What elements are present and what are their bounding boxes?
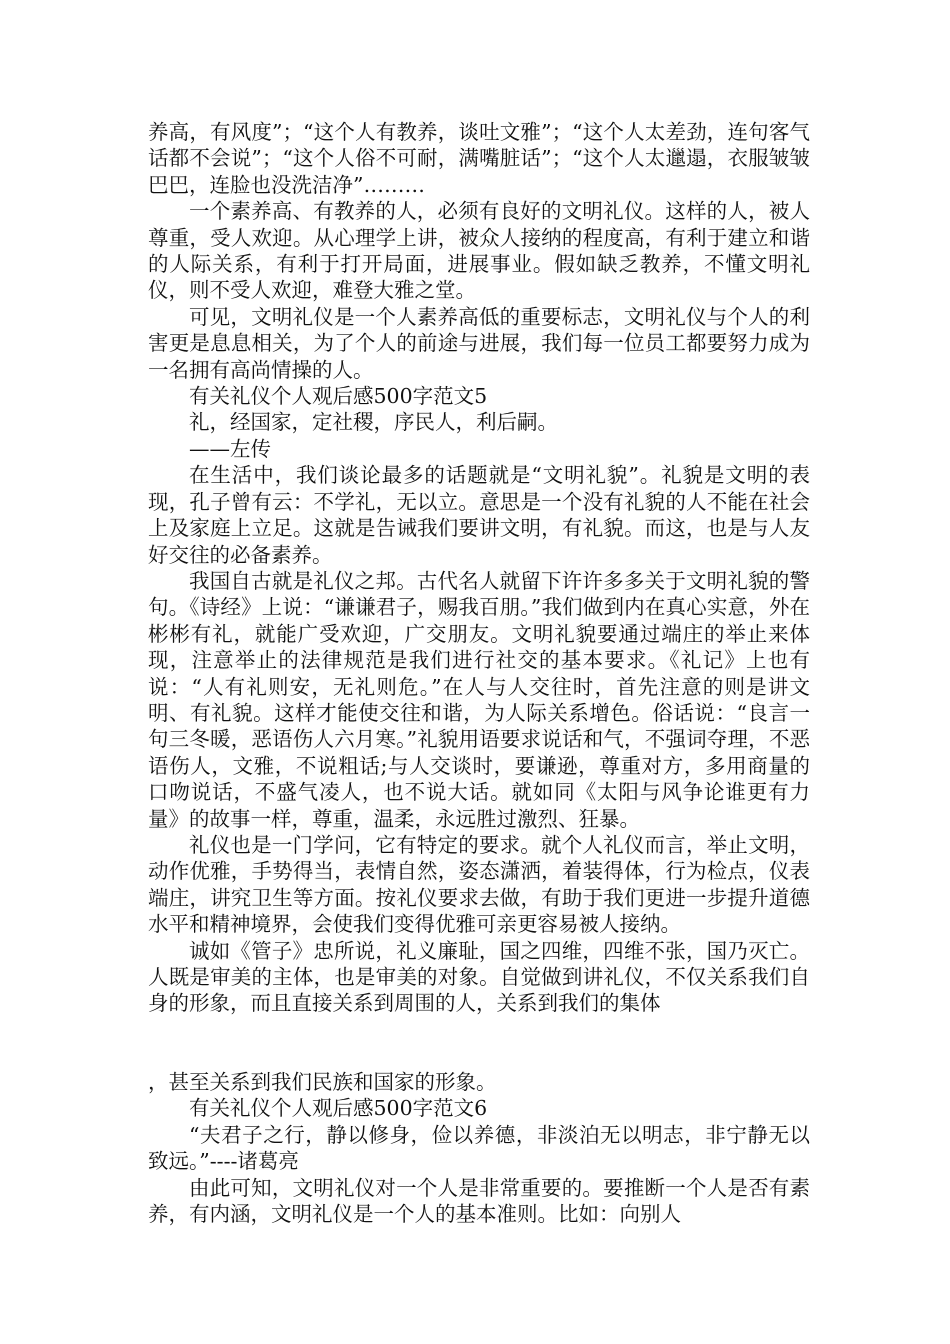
paragraph: 养高，有风度”；“这个人有教养，谈吐文雅”；“这个人太差劲，连句客气话都不会说”；“这个人俗不可耐，满嘴脏话”；“这个人太邋遢，衣服皱皱巴巴，连脸也没洗洁净”………	[148, 120, 810, 197]
paragraph: 诚如《管子》忠所说，礼义廉耻，国之四维，四维不张，国乃灭亡。人既是审美的主体，也是审美的对象。自觉做到讲礼仪，不仅关系我们自身的形象，而且直接关系到周围的人，关系到我们的集体	[148, 938, 810, 1016]
quote-attribution: ——左传	[189, 436, 271, 461]
quote: 礼，经国家，定社稷，序民人，利后嗣。	[189, 410, 558, 435]
paragraph: 在生活中，我们谈论最多的话题就是“文明礼貌”。礼貌是文明的表现，孔子曾有云：不学礼，无以立。意思是一个没有礼貌的人不能在社会上及家庭上立足。这就是告诫我们要讲文明，有礼貌。而这，也是与人友好交往的必备素养。	[148, 463, 810, 567]
quote: “夫君子之行，静以修身，俭以养德，非淡泊无以明志，非宁静无以致远。”----诸葛亮	[148, 1122, 810, 1174]
section-heading: 有关礼仪个人观后感500字范文5	[189, 384, 488, 409]
paragraph: 我国自古就是礼仪之邦。古代名人就留下许许多多关于文明礼貌的警句。《诗经》上说：“谦谦君子，赐我百朋。”我们做到内在真心实意，外在彬彬有礼，就能广受欢迎，广交朋友。文明礼貌要通过端庄的举止来体现，注意举止的法律规范是我们进行社交的基本要求。《礼记》上也有说：“人有礼则安，无礼则危。”在人与人交往时，首先注意的则是讲文明、有礼貌。这样才能使交往和谐，为人际关系增色。俗话说：“良言一句三冬暖，恶语伤人六月寒。”礼貌用语要求说话和气，不强词夺理，不恶语伤人，文雅，不说粗话;与人交谈时，要谦逊，尊重对方，多用商量的口吻说话，不盛气凌人，也不说大话。就如同《太阳与风争论谁更有力量》的故事一样，尊重，温柔，永远胜过激烈、狂暴。	[148, 568, 810, 831]
paragraph: 一个素养高、有教养的人，必须有良好的文明礼仪。这样的人，被人尊重，受人欢迎。从心理学上讲，被众人接纳的程度高，有利于建立和谐的人际关系，有利于打开局面，进展事业。假如缺乏教养，不懂文明礼仪，则不受人欢迎，难登大雅之堂。	[148, 199, 810, 303]
section-heading: 有关礼仪个人观后感500字范文6	[189, 1096, 488, 1121]
paragraph: 可见，文明礼仪是一个人素养高低的重要标志，文明礼仪与个人的利害更是息息相关，为了个人的前途与进展，我们每一位员工都要努力成为一名拥有高尚情操的人。	[148, 304, 810, 382]
text-block-lower	[148, 1069, 810, 1227]
paragraph: ，甚至关系到我们民族和国家的形象。	[148, 1070, 497, 1094]
paragraph: 礼仪也是一门学问，它有特定的要求。就个人礼仪而言，举止文明，动作优雅，手势得当，表情自然，姿态潇洒，着装得体，行为检点，仪表端庄，讲究卫生等方面。按礼仪要求去做，有助于我们更进一步提升道德水平和精神境界，会使我们变得优雅可亲更容易被人接纳。	[148, 832, 810, 937]
paragraph: 由此可知，文明礼仪对一个人是非常重要的。要推断一个人是否有素养，有内涵，文明礼仪是一个人的基本准则。比如：向别人	[148, 1175, 810, 1227]
text-block-upper	[148, 119, 810, 1017]
